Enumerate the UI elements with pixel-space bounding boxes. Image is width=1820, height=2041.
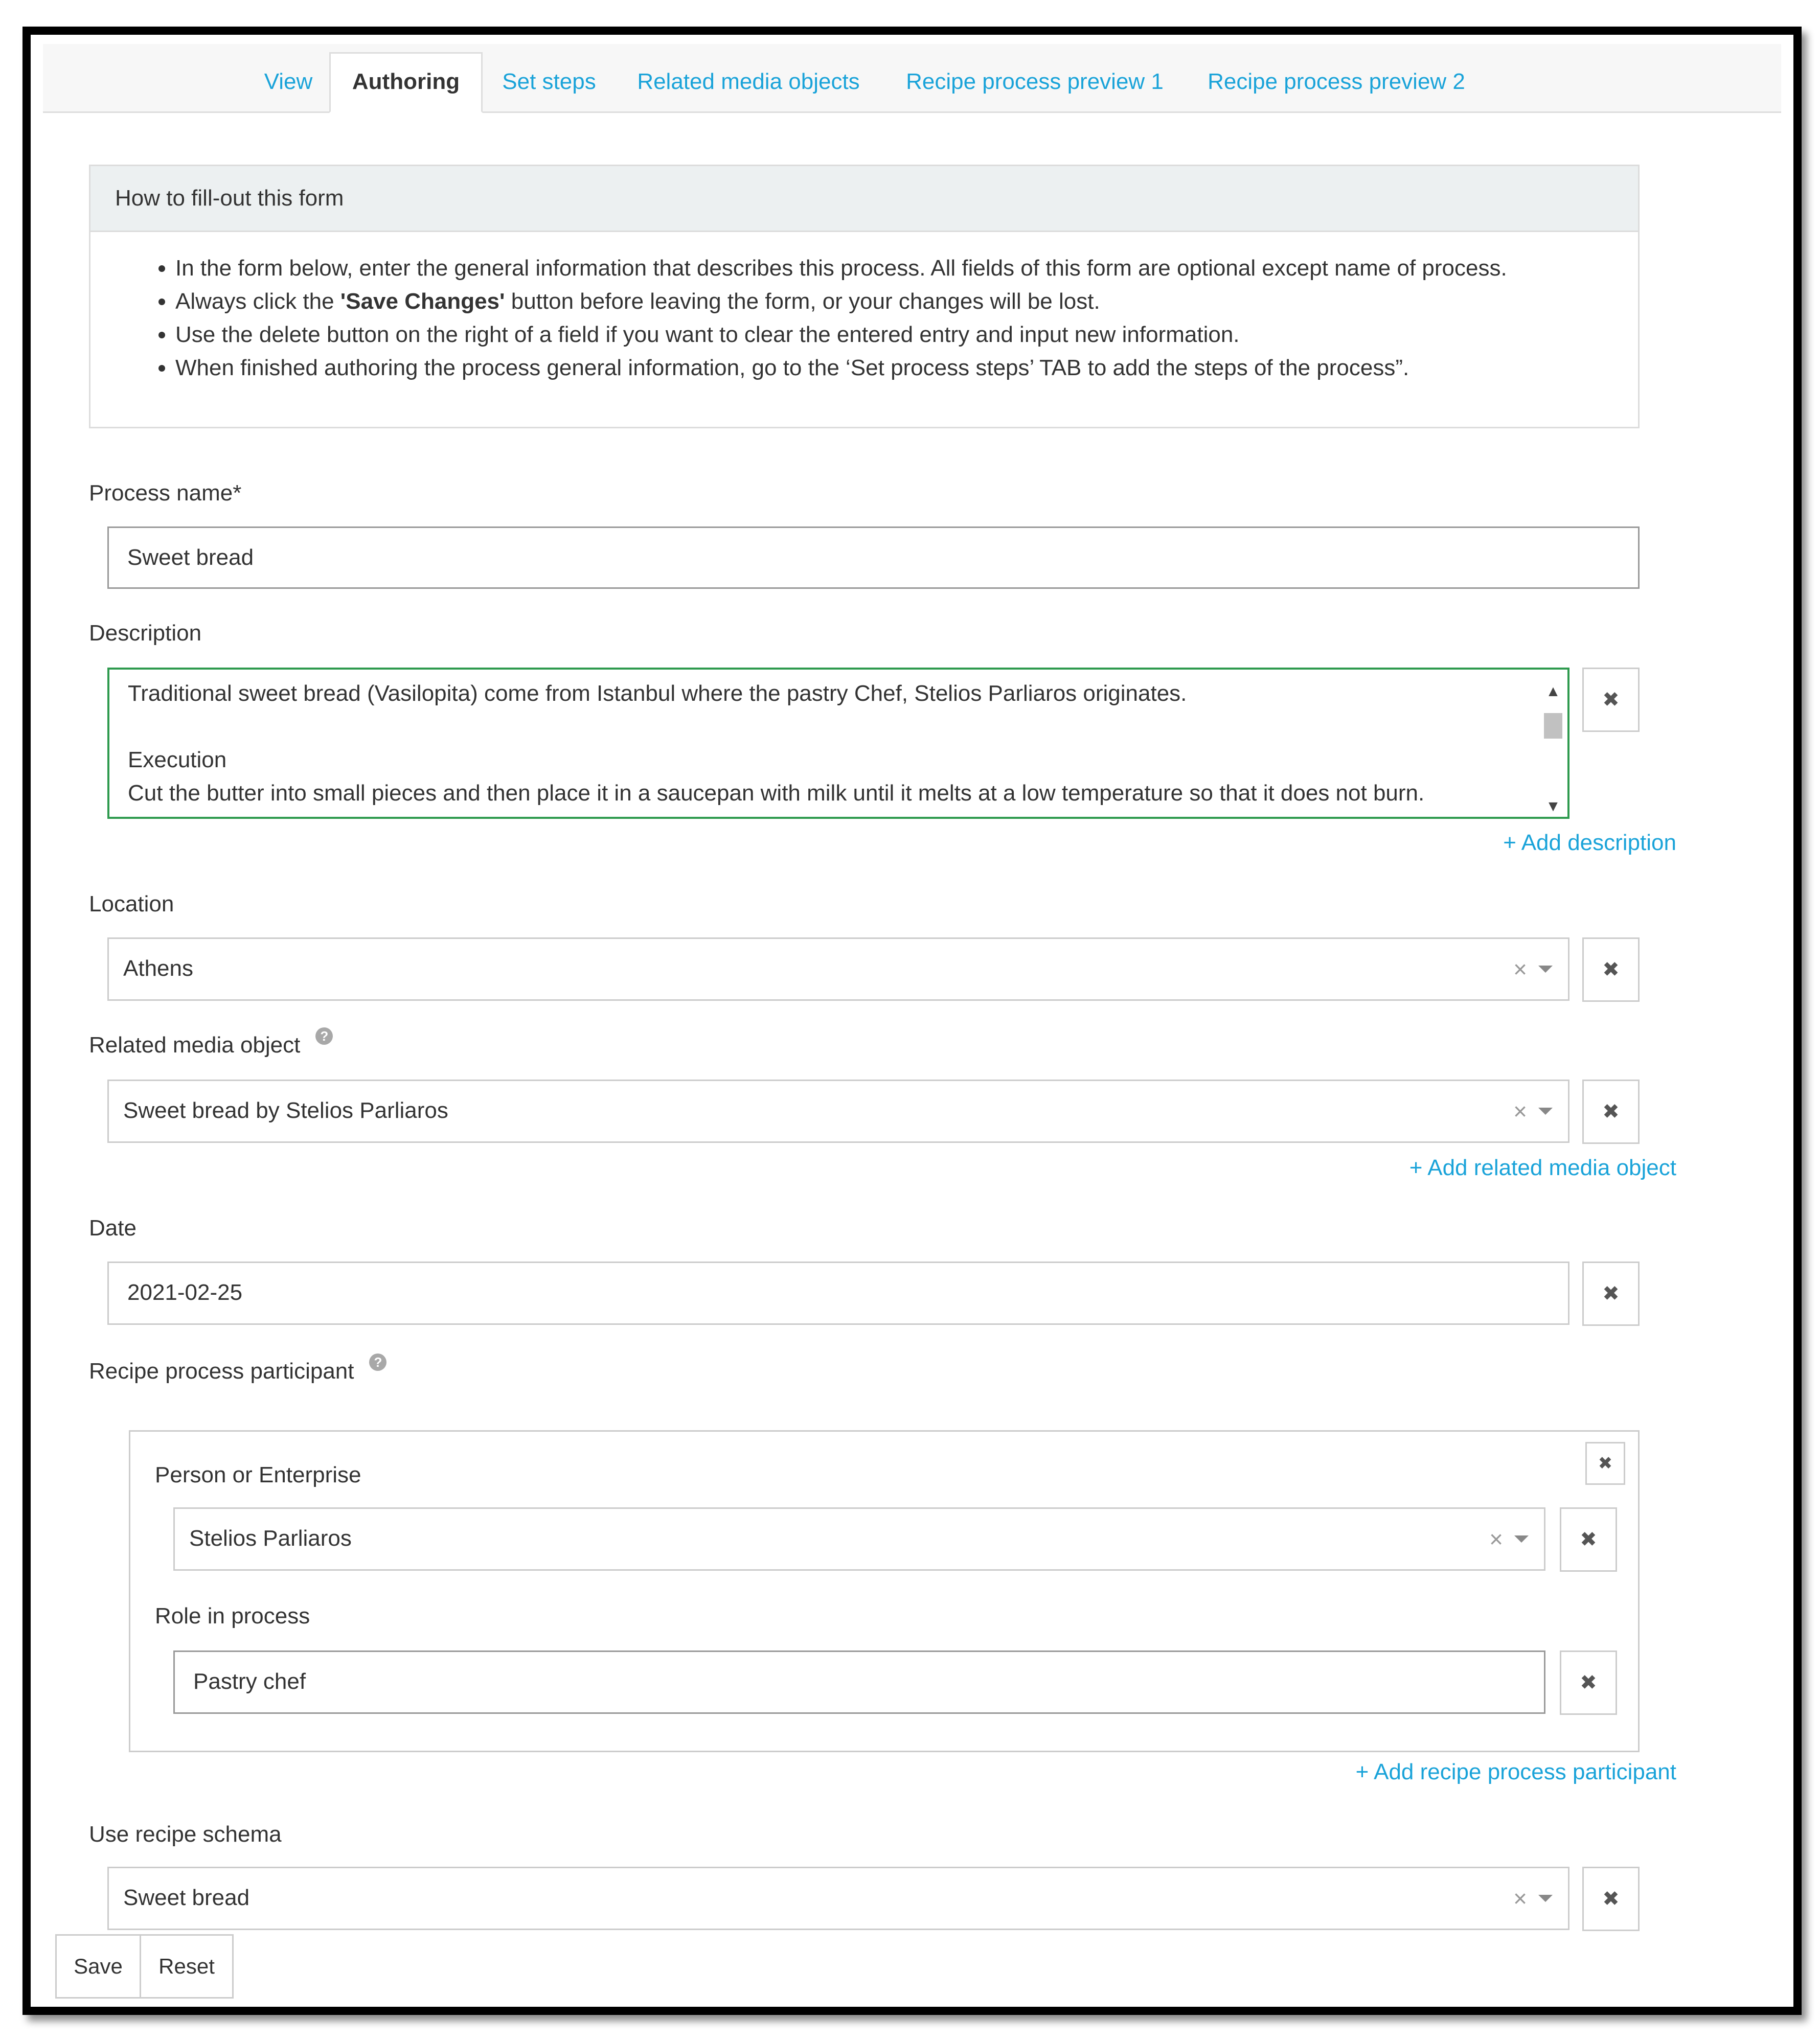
person-select[interactable]: Stelios Parliaros × [173, 1507, 1545, 1571]
date-delete-button[interactable] [1582, 1262, 1640, 1326]
scroll-up-icon[interactable]: ▲ [1545, 683, 1561, 700]
delete-icon: ✖ [1598, 1454, 1613, 1473]
tab-authoring[interactable]: Authoring [329, 52, 483, 113]
date-label: Date [89, 1216, 136, 1241]
chevron-down-icon[interactable] [1538, 966, 1553, 973]
related-media-delete-button[interactable] [1582, 1080, 1640, 1144]
tab-set-steps[interactable]: Set steps [502, 69, 596, 94]
schema-select[interactable]: Sweet bread × [107, 1867, 1569, 1930]
instruction-item: • Always click the 'Save Changes' button before leaving the form, or your changes will be lost. [175, 285, 1638, 318]
process-name-input[interactable]: Sweet bread [107, 526, 1640, 589]
instruction-item: • Use the delete button on the right of a field if you want to clear the entered entry and input new information. [175, 318, 1638, 351]
location-delete-button[interactable] [1582, 937, 1640, 1002]
instruction-item: • When finished authoring the process general information, go to the ‘Set process steps’ TAB to add the steps of the process”. [175, 351, 1638, 384]
delete-icon: ✖ [1602, 689, 1620, 711]
clear-icon[interactable]: × [1513, 956, 1527, 982]
save-button[interactable]: Save [55, 1934, 141, 1999]
clear-icon[interactable]: × [1513, 1098, 1527, 1125]
tab-recipe-preview-1[interactable]: Recipe process preview 1 [906, 69, 1164, 94]
add-participant-link[interactable]: + Add recipe process participant [1355, 1759, 1676, 1784]
description-textarea[interactable]: Traditional sweet bread (Vasilopita) come from Istanbul where the pastry Chef, Stelios Parliaros originates. Execution Cut the butter into small pieces and then place it in a saucepan with milk until it melts at a low temperature so that it does not burn. ▲ ▼ [107, 668, 1569, 819]
scroll-thumb[interactable] [1544, 713, 1562, 739]
related-media-select[interactable]: Sweet bread by Stelios Parliaros × [107, 1080, 1569, 1143]
help-icon[interactable]: ? [315, 1027, 333, 1045]
clear-icon[interactable]: × [1489, 1526, 1503, 1552]
instructions-title: How to fill-out this form [90, 166, 1638, 232]
tab-recipe-preview-2[interactable]: Recipe process preview 2 [1208, 69, 1465, 94]
tab-view[interactable]: View [264, 69, 313, 94]
delete-icon: ✖ [1602, 1888, 1620, 1910]
instruction-item: • In the form below, enter the general information that describes this process. All fields of this form are optional except name of process. [175, 251, 1638, 285]
chevron-down-icon[interactable] [1538, 1108, 1553, 1115]
add-description-link[interactable]: + Add description [1503, 830, 1676, 855]
description-delete-button[interactable] [1582, 668, 1640, 732]
related-media-label: Related media object ? [89, 1033, 333, 1058]
instructions-panel [89, 165, 1640, 428]
person-label: Person or Enterprise [155, 1462, 361, 1487]
date-input[interactable]: 2021-02-25 [107, 1262, 1569, 1325]
tab-bar [43, 44, 1781, 113]
role-label: Role in process [155, 1603, 310, 1629]
delete-icon: ✖ [1602, 1100, 1620, 1123]
tab-related-media-objects[interactable]: Related media objects [637, 69, 860, 94]
delete-icon: ✖ [1602, 958, 1620, 981]
schema-label: Use recipe schema [89, 1822, 282, 1847]
reset-button[interactable]: Reset [140, 1934, 234, 1999]
chevron-down-icon[interactable] [1538, 1895, 1553, 1902]
delete-icon: ✖ [1580, 1671, 1597, 1694]
add-related-media-link[interactable]: + Add related media object [1409, 1155, 1676, 1180]
schema-delete-button[interactable] [1582, 1867, 1640, 1931]
participant-remove-button[interactable] [1585, 1442, 1625, 1485]
person-delete-button[interactable] [1560, 1507, 1617, 1572]
participant-label: Recipe process participant ? [89, 1359, 386, 1384]
location-label: Location [89, 891, 174, 916]
role-delete-button[interactable] [1560, 1650, 1617, 1715]
description-label: Description [89, 621, 202, 646]
delete-icon: ✖ [1602, 1282, 1620, 1305]
description-scrollbar[interactable] [1543, 675, 1563, 818]
help-icon[interactable]: ? [369, 1354, 386, 1371]
participant-group [129, 1430, 1640, 1752]
role-input[interactable]: Pastry chef [173, 1650, 1545, 1714]
delete-icon: ✖ [1580, 1528, 1597, 1551]
process-name-label: Process name* [89, 480, 242, 506]
chevron-down-icon[interactable] [1514, 1535, 1529, 1543]
clear-icon[interactable]: × [1513, 1885, 1527, 1912]
location-select[interactable]: Athens × [107, 937, 1569, 1001]
window-frame [22, 27, 1802, 2015]
scroll-down-icon[interactable]: ▼ [1545, 798, 1561, 815]
